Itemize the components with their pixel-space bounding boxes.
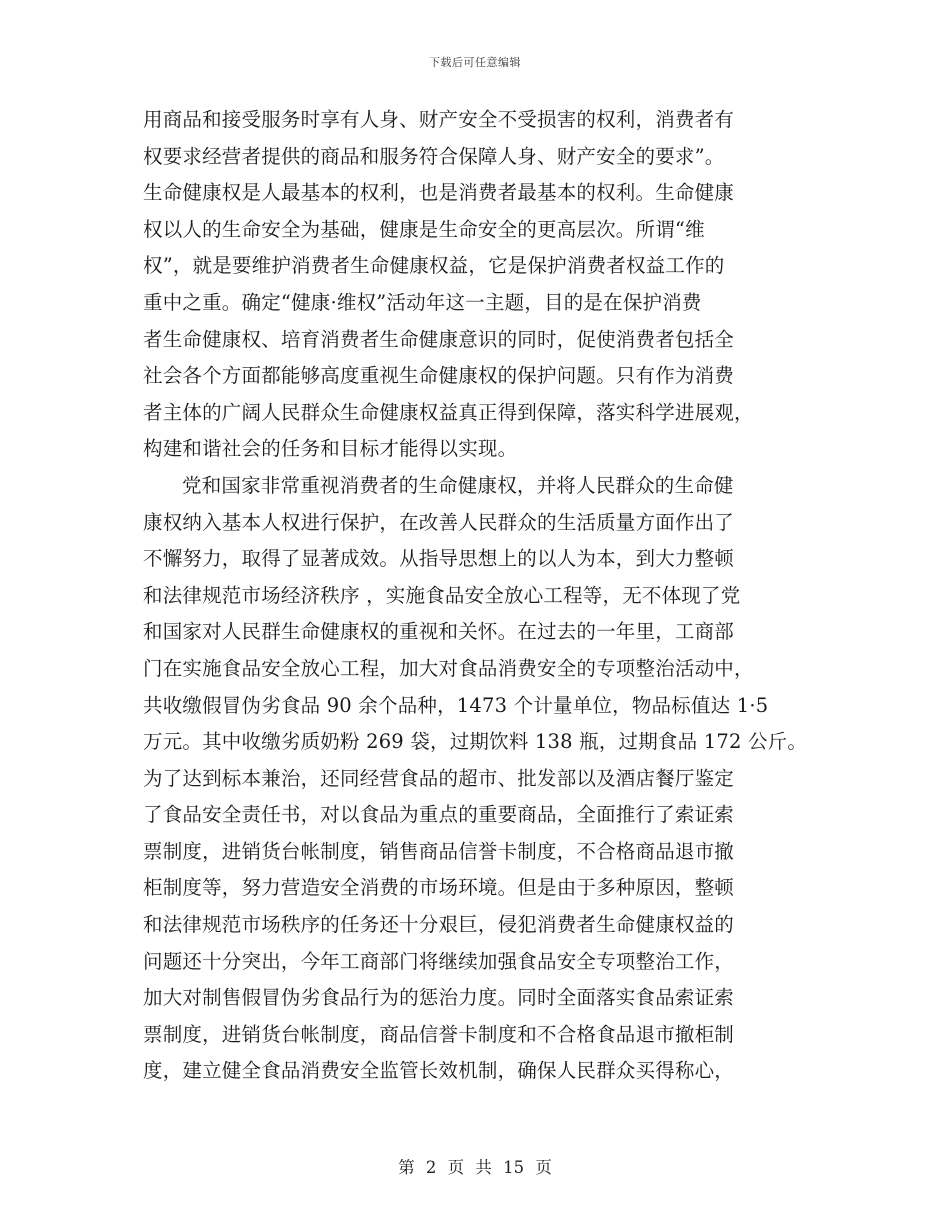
page-header: 下载后可任意编辑 (429, 56, 521, 69)
text-line: 康权纳入基本人权进行保护，在改善人民群众的生活质量方面作出了 (143, 510, 735, 534)
text-line: 重中之重。确定“健康·维权”活动年这一主题，目的是在保护消费 (143, 290, 702, 314)
text-line: 了食品安全责任书，对以食品为重点的重要商品，全面推行了索证索 (143, 803, 735, 827)
text-line: 用商品和接受服务时享有人身、财产安全不受损害的权利，消费者有 (143, 108, 735, 131)
text-line: 者生命健康权、培育消费者生命健康意识的同时，促使消费者包括全 (143, 327, 735, 351)
text-line: 权要求经营者提供的商品和服务符合保障人身、财产安全的要求”。 (143, 144, 725, 168)
paragraph-1 (143, 102, 813, 468)
text-line: 票制度，进销货台帐制度，商品信誉卡制度和不合格食品退市撤柜制 (143, 1022, 735, 1046)
text-line: 门在实施食品安全放心工程，加大对食品消费安全的专项整治活动中， (143, 656, 754, 680)
text-line: 权”，就是要维护消费者生命健康权益，它是保护消费者权益工作的 (143, 254, 725, 278)
text-line: 和国家对人民群生命健康权的重视和关怀。在过去的一年里，工商部 (143, 620, 735, 644)
text-line: 度，建立健全食品消费安全监管长效机制，确保人民群众买得称心， (143, 1059, 735, 1083)
text-line: 社会各个方面都能够高度重视生命健康权的保护问题。只有作为消费 (143, 364, 735, 388)
text-line: 票制度，进销货台帐制度，销售商品信誉卡制度，不合格商品退市撤 (143, 839, 735, 863)
text-line: 生命健康权是人最基本的权利，也是消费者最基本的权利。生命健康 (143, 181, 735, 205)
page-footer: 第 2 页 共 15 页 (398, 1158, 552, 1177)
text-line: 共收缴假冒伪劣食品 90 余个品种，1473 个计量单位，物品标值达 1·5 (143, 693, 769, 717)
text-line: 万元。其中收缴劣质奶粉 269 袋，过期饮料 138 瓶，过期食品 172 公斤。 (143, 730, 808, 754)
text-line: 构建和谐社会的任务和目标才能得以实现。 (143, 437, 518, 461)
text-line: 加大对制售假冒伪劣食品行为的惩治力度。同时全面落实食品索证索 (143, 986, 735, 1010)
text-line: 和法律规范市场秩序的任务还十分艰巨，侵犯消费者生命健康权益的 (143, 913, 735, 937)
text-line: 为了达到标本兼治，还同经营食品的超市、批发部以及酒店餐厅鉴定 (143, 766, 735, 790)
text-line: 权以人的生命安全为基础，健康是生命安全的更高层次。所谓“维 (143, 217, 705, 241)
text-line: 柜制度等，努力营造安全消费的市场环境。但是由于多种原因，整顿 (143, 876, 735, 900)
document-body (143, 102, 813, 1090)
paragraph-2 (143, 468, 813, 1090)
text-line: 不懈努力，取得了显著成效。从指导思想上的以人为本，到大力整顿 (143, 547, 735, 571)
text-line-indented: 党和国家非常重视消费者的生命健康权，并将人民群众的生命健 (182, 473, 734, 497)
text-line: 和法律规范市场经济秩序 ，实施食品安全放心工程等，无不体现了党 (143, 583, 741, 607)
text-line: 问题还十分突出，今年工商部门将继续加强食品安全专项整治工作， (143, 949, 735, 973)
text-line: 者主体的广阔人民群众生命健康权益真正得到保障，落实科学进展观， (143, 400, 754, 424)
